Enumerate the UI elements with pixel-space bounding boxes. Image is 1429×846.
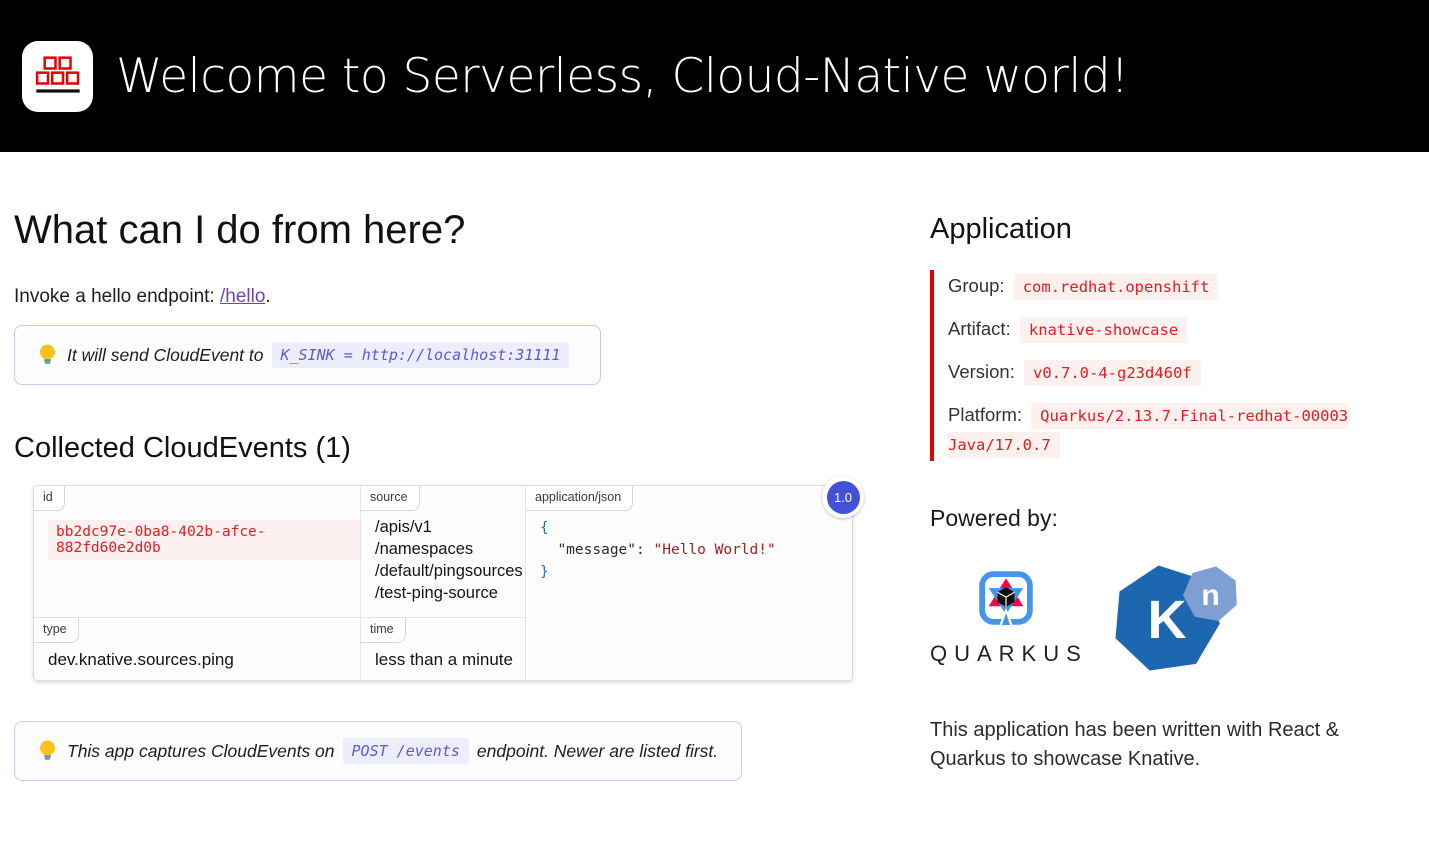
main-heading: What can I do from here? bbox=[14, 208, 466, 252]
version-value: v0.7.0-4-g23d460f bbox=[1024, 360, 1201, 386]
application-sidebar bbox=[930, 152, 1408, 781]
lightbulb-icon bbox=[38, 739, 57, 763]
version-field bbox=[948, 358, 1408, 387]
main-content bbox=[14, 152, 862, 781]
artifact-field bbox=[948, 315, 1408, 344]
event-source-cell bbox=[361, 486, 526, 618]
type-tab-label: type bbox=[34, 618, 79, 643]
field-label: Group: bbox=[948, 275, 1005, 296]
knative-k-letter: K bbox=[1147, 590, 1187, 650]
content-type-tab-label: application/json bbox=[526, 486, 633, 511]
quarkus-icon bbox=[978, 570, 1034, 626]
knative-icon bbox=[1104, 561, 1244, 676]
event-json: { "message": "Hello World!" } bbox=[540, 520, 776, 580]
knative-n-letter: n bbox=[1201, 579, 1220, 612]
specversion-badge: 1.0 bbox=[822, 476, 864, 518]
powered-by-heading: Powered by: bbox=[930, 505, 1058, 531]
tip-text: This app captures CloudEvents on bbox=[67, 740, 335, 761]
ksink-tip-box bbox=[14, 325, 601, 385]
hello-link[interactable]: /hello bbox=[220, 286, 266, 307]
group-value: com.redhat.openshift bbox=[1014, 274, 1219, 300]
application-heading: Application bbox=[930, 213, 1072, 245]
application-details bbox=[930, 270, 1408, 461]
field-label: Version: bbox=[948, 361, 1015, 382]
quarkus-wordmark: QUARKUS bbox=[930, 641, 1088, 666]
tip-text: It will send CloudEvent to bbox=[67, 344, 264, 365]
red-grid-squares-icon bbox=[33, 51, 83, 101]
event-id-value: bb2dc97e-0ba8-402b-afce-882fd60e2d0b bbox=[48, 520, 360, 560]
k-sink-code: K_SINK = http://localhost:31111 bbox=[272, 342, 570, 368]
post-events-code: POST /events bbox=[343, 738, 469, 764]
tip-text: endpoint. Newer are listed first. bbox=[476, 740, 719, 761]
platform-value: Quarkus/2.13.7.Final-redhat-00003 Java/17.0.7 bbox=[948, 403, 1348, 458]
description-text: This application has been written with React & Quarkus to showcase Knative. bbox=[930, 719, 1340, 770]
cloudevent-card bbox=[33, 485, 853, 681]
platform-field bbox=[948, 401, 1408, 459]
lightbulb-icon bbox=[38, 343, 57, 367]
event-id-cell bbox=[34, 486, 361, 618]
field-label: Artifact: bbox=[948, 318, 1011, 339]
id-tab-label: id bbox=[34, 486, 65, 511]
event-source-value: /apis/v1 /namespaces /default/pingsources /test-ping-source bbox=[375, 518, 523, 602]
post-events-tip-box bbox=[14, 721, 742, 781]
app-title: Welcome to Serverless, Cloud-Native world! bbox=[116, 48, 1129, 104]
group-field bbox=[948, 272, 1408, 301]
field-label: Platform: bbox=[948, 404, 1023, 425]
time-tab-label: time bbox=[361, 618, 406, 643]
event-data-cell bbox=[526, 486, 852, 680]
source-tab-label: source bbox=[361, 486, 420, 511]
artifact-value: knative-showcase bbox=[1020, 317, 1187, 343]
event-type-value: dev.knative.sources.ping bbox=[48, 650, 234, 669]
events-heading: Collected CloudEvents (1) bbox=[14, 432, 351, 464]
invoke-text: Invoke a hello endpoint: /hello. bbox=[14, 286, 271, 307]
event-time-value: less than a minute bbox=[375, 650, 513, 669]
logos-row bbox=[930, 561, 1408, 676]
event-time-cell bbox=[361, 618, 526, 680]
quarkus-logo bbox=[930, 570, 1088, 667]
event-type-cell bbox=[34, 618, 361, 680]
app-logo bbox=[22, 41, 93, 112]
app-header bbox=[0, 0, 1429, 152]
